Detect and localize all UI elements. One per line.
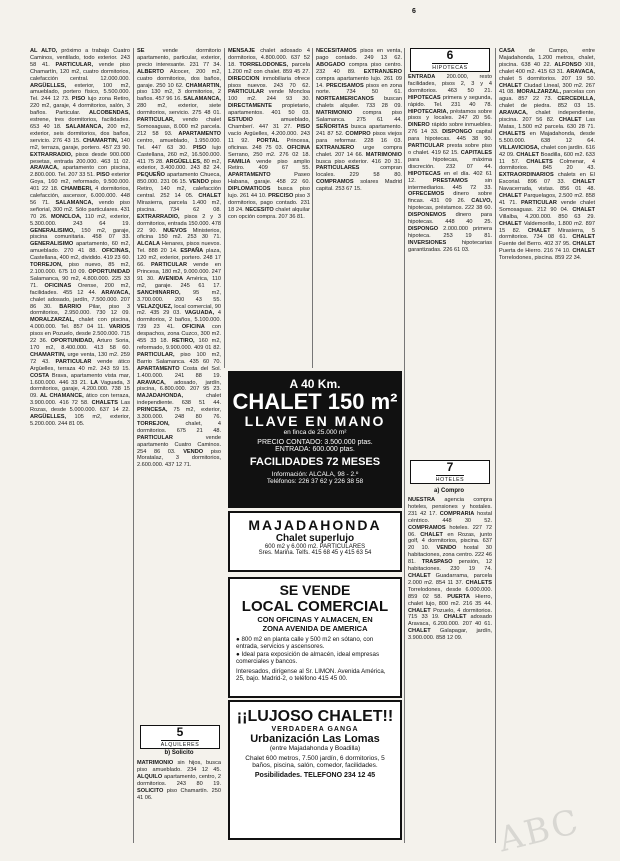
section-5-header (140, 725, 220, 749)
ad-text: Chalet 600 metros, 7.500 jardín, 6 dormitorios, 5 baños, piscina, salón, comedor, facilidades. (245, 755, 385, 769)
section-label: ALQUILERES (160, 742, 200, 748)
section-7-subheading-a: a) Compro (434, 488, 464, 494)
chalet-150-ad (228, 371, 402, 508)
ad-subheadline: LLAVE EN MANO (244, 413, 386, 429)
section-5-subheading: b) Solicito (164, 750, 194, 756)
ad-text: ZONA AVENIDA DE AMERICA (262, 624, 368, 633)
classified-column-3 (228, 48, 310, 366)
ad-subheadline: VERDADERA GANGA (271, 726, 359, 733)
classified-ad: CASA de Campo, entre Majadahonda, 1.200 metros, chalet, piscina. 638 40 22. ALFONSO XIII, chalet 400 m2. 415 63 31. ARAVACA, chalet 5 dormitorios. 207 19 50. CHALET Ciudad Lineal, 300 m2. 267 41 08. MORALZARZAL, parcelas con agua. 857 22 73. CERCEDILLA, chalet de piedra. 852 03 15. ARAVACA, chalet independiente, piscina. 207 56 82. CHALET Las Matas, 1.500 m2 parcela. 630 28 71. CHALETS en Majadahonda, desde 5.500.000. 638 12 64. VILLAVICIOSA, chalet con jardín. 616 42 09. CHALET Boadilla, 600 m2. 633 11 57. CHALETS Colmenar, 4 dormitorios. 845 20 43. EXTRAORDINARIOS chalets en El Escorial. 896 07 33. CHALET Navacerrada, vistas. 856 01 48. CHALET Parquelagos, 2.500 m2. 858 41 71. PARTICULAR vende chalet Somosaguas. 212 90 04. CHALET Villalba, 4.200.000. 850 63 29. CHALET Valdemorillo, 1.800 m2. 897 15 82. CHALET Mirasierra, 5 dormitorios. 734 08 61. CHALET Fuente del Berro. 402 37 95. CHALET Puerta de Hierro. 216 74 10. CHALET Torrelodones, piscina. 859 22 34. (499, 48, 595, 262)
ad-text: en finca de 25.000 m² (283, 429, 347, 436)
classified-ad: ENTRADA 200.000, resto facilidades, pisos 2, 3 y 4 dormitorios. 463 50 21. HIPOTECAS primera y segunda, rápido. Tel. 231 40 78. HIPOTECARIA, préstamos sobre pisos y locales. 247 20 56. DINERO rápido sobre inmuebles. 276 14 33. DISPONGO capital para hipotecas. 445 38 90. PARTICULAR presta sobre piso o chalet. 419 62 15. CAPITALES para hipotecas, máxima discreción. 232 07 44. HIPOTECAS en el día. 402 61 12. PRESTAMOS sin intermediarios. 445 72 33. OFRECEMOS dinero sobre fincas. 431 09 26. CALVO, hipotecas, préstamos. 222 38 60. DISPONEMOS dinero para hipotecas. 448 40 25. DISPONGO 2.000.000 primera hipoteca. 253 19 81. INVERSIONES hipotecarias garantizadas. 226 61 03. (408, 74, 492, 253)
ad-subheadline: LOCAL COMERCIAL (241, 598, 389, 615)
section-6-header (410, 48, 490, 72)
classified-column-2 (137, 48, 221, 708)
page-marker: 6 (412, 8, 416, 15)
ad-phones: Sres. Marina. Telfs. 415 68 45 y 415 63 54 (258, 550, 372, 556)
classified-ad: NECESITAMOS pisos en venta, pago contado. 249 13 62. ABOGADO compra piso centro. 232 40 89. EXTRANJERO compra apartamento lujo. 261 09 14. PRECISAMOS pisos en zona norte. 734 50 61. NORTEAMERICANOS buscan chalets alquiler. 733 28 09. MATRIMONIO compra piso Salamanca. 275 61 44. SEÑORITAS busca apartamento. 241 87 52. COMPRO pisos viejos para reformar. 228 16 03. EXTRANJERO urge compra chalet. 207 14 66. MATRIMONIO busca piso exterior. 416 20 31. PARTICULARES compran locales. 229 58 80. COMPRAMOS solares Madrid capital. 253 67 15. (316, 48, 402, 193)
ad-subheadline: Chalet superlujo (275, 533, 355, 544)
classified-ad: SE vende dormitorio apartamento, particular, exterior, precio interesante. 231 77 34. ALBERTO Alcocer, 200 m2, cuatro dormitorios, dos baños, garaje. 250 10 62. CHAMARTIN, piso 130 m2, 3 dormitorios, 2 baños. 457 96 16. SALAMANCA, 280 m2, exterior, siete dormitorios, servicio. 275 48 01. PARTICULAR, vendo chalet Somosaguas, 8.000 m2 parcela. 212 58 93. APARTAMENTO centro, amueblado, 1.950.000. Tel. 447 63 30. PISO lujo Castellana, 260 m2, 16.500.000. 411 75 28. ARGÜELLES, 80 m2, exterior, 3.400.000. 243 82 24. PEQUEÑO apartamento Chueca, 850.000. 231 06 15. VENDO piso Retiro, 140 m2, calefacción central. 252 14 05. CHALET Mirasierra, parcela 1.400 m2, piscina. 734 62 08. EXTRARRADIO, pisos 2 y 3 dormitorios, entrada 150.000. 478 22 90. NUEVOS Ministerios, oficina 150 m2. 253 30 71. ALCALA Henares, pisos nuevos. Tel. 888 20 14. ESPAÑA plaza, 120 m2, exterior, portero. 248 17 66. PARTICULAR vende en Princesa, 180 m2, 9.000.000. 247 91 30. AVENIDA América, 110 m2, garaje. 245 61 17. SANCHINARRO, 95 m2, 3.700.000. 200 43 55. VELAZQUEZ, local comercial, 90 m2. 435 29 03. VAGUADA, 4 dormitorios, 2 baños, 5.100.000. 739 23 41. OFICINA con despachos, zona Cuzco, 300 m2. 455 33 18. RETIRO, 160 m2, reformado, 9.900.000. 409 01 82. PARTICULAR, piso 100 m2, Barrio Salamanca. 435 60 70. APARTAMENTO Costa del Sol. 1.400.000. 241 88 19. ARAVACA, adosado, jardín, piscina, 6.800.000. 207 95 23. MAJADAHONDA, chalet independiente. 638 51 44. PRINCESA, 75 m2, exterior, 3.300.000. 248 80 76. TORREJON, chalet, 4 dormitorios. 675 21 48. PARTICULAR vende apartamento Cuatro Caminos. 254 86 03. VENDO piso Moratalaz, 3 dormitorios, 2.600.000. 437 12 71. (137, 48, 221, 469)
lujoso-chalet-ad (228, 700, 402, 840)
classified-ad: AL ALTO, próximo a trabajo Cuatro Caminos, ventilado, todo exterior. 243 58 41. PARTICULAR, vende piso Chamartín, 120 m2, cuatro dormitorios, calefacción central. 12.000.000. ARGÜELLES, exterior, 100 m2, amueblado, portero físico, 5.500.000. Tel. 244 12 73. PISO lujo zona Retiro, 220 m2, garaje, 4 dormitorios, salón, 3 baños. Particular. ALCOBENDAS, estrene, tres dormitorios, facilidades. 653 40 18. SALAMANCA, 200 m2, exterior, seis dormitorios, dos baños, servicio. 276 43 15. CHAMARTIN, 140 m2, terraza, garaje, portero. 457 23 90. EXTRARRADIO, pisos desde 900.000 pesetas, entrada 200.000. 463 11 02. ARAVACA, apartamento con piscina, 2.800.000. Tel. 207 33 51. PISO exterior Goya, 160 m2, reformado, 9.500.000. 401 22 18. CHAMBERI, 4 dormitorios, calefacción, ascensor, 6.000.000. 448 56 71. SALAMANCA, vendo piso señorial, 300 m2. Sólo particulares. 431 70 26. MONCLOA, 110 m2, exterior, 5.300.000. 243 64 19. GENERALISIMO, 150 m2, garaje, piscina comunitaria. 458 07 33. GENERALISIMO apartamento, 60 m2, amueblado. 270 41 88. OFICINAS, Castellana, 400 m2, dividido. 419 23 60. TORREJON, piso nuevo, 85 m2, 2.100.000. 675 10 09. OPORTUNIDAD Salamanca, 90 m2, 4.800.000. 225 33 71. OFICINAS Orense, 200 m2, facilidades. 455 12 44. ARAVACA, chalet adosado, jardín, 7.500.000. 207 86 30. BARRIO Pilar, piso 3 dormitorios, 2.950.000. 730 12 09. MORALZARZAL, chalet con piscina, 4.000.000. Tel. 857 04 11. VARIOS pisos en Pozuelo, desde 2.500.000. 715 22 36. OPORTUNIDAD, Arturo Soria, 170 m2, 8.400.000. 413 58 60. CHAMARTIN, urge venta, 130 m2. 259 72 43. PARTICULAR vende ático Argüelles, terraza 40 m2. 243 59 15. COSTA Brava, apartamento vista mar, 1.600.000. 446 33 21. LA Vaguada, 3 dormitorios, garaje, 4.200.000. 738 15 09. AL CHAMANCE, ático con terraza, 3.900.000. 416 72 58. CHALETS Las Rozas, desde 5.000.000. 637 14 22. ARGÜELLES, 105 m2, exterior, 5.200.000. 244 81 05. (30, 48, 130, 427)
column-rule (224, 48, 225, 368)
column-rule (404, 48, 405, 843)
ad-bullet: ● 800 m2 en planta calle y 500 m2 en sótano, con entrada, servicios y ascensores. (236, 636, 374, 650)
ad-headline: CHALET 150 m² (232, 389, 398, 414)
majadahonda-ad (228, 511, 402, 572)
classified-column-2b (137, 760, 221, 840)
ad-bullet-text: Ideal para exposición de almacén, ideal empresas comerciales y bancos. (236, 651, 380, 665)
classified-ad: MENSAJE chalet adosado 4 dormitorios, 4.800.000. 637 52 18. TORRELODONES, parcela 1.200 m2 con chalet. 859 45 27. DIRECCION inmobiliaria ofrece pisos nuevos. 243 70 62. PARTICULAR vende Moncloa 100 m2. 244 93 30. DIRECTAMENTE propietario, apartamentos. 401 50 03. ESTUDIO amueblado, Chamberí. 447 31 27. PISO vacío Argüelles, 4.200.000. 243 11 92. PORTAL Princesa, oficinas. 248 75 03. OFICINA Serrano, 250 m2. 276 02 18. FAMILIA vende piso amplio Retiro. 409 67 55. APARTAMENTO Paseo Habana, garaje. 458 22 60. DIPLOMATICOS busca piso lujo. 261 44 10. PRECISO piso 3 dormitorios, pago contado. 231 18 24. NECESITO chalet alquilar con opción compra. 207 36 81. (228, 48, 310, 220)
ad-distance: A 40 Km. (289, 377, 341, 391)
abc-watermark: ABC (494, 801, 584, 861)
section-label: HIPOTECAS (432, 65, 468, 71)
ad-phones: Teléfonos: 226 37 62 y 226 38 58 (266, 478, 364, 485)
ad-headline: ¡¡LUJOSO CHALET!! (236, 708, 394, 725)
column-rule (495, 48, 496, 843)
ad-financing: FACILIDADES 72 MESES (249, 456, 381, 468)
section-number: 7 (446, 460, 454, 474)
section-7-header (410, 460, 490, 484)
column-rule (133, 48, 134, 843)
ad-bullet: ● Ideal para exposición de almacén, ideal empresas comerciales y bancos. (236, 651, 380, 665)
ad-phones: Posibilidades. TELEFONO 234 12 45 (254, 772, 376, 779)
section-label: HOTELES (435, 477, 465, 483)
classified-column-1 (30, 48, 130, 848)
ad-bullet-text: 800 m2 en planta calle y 500 m2 en sótano, con entrada, servicios y ascensores. (236, 636, 374, 650)
ad-info: Información: ALCALA, 98 - 2.º (271, 471, 359, 478)
section-number: 5 (176, 725, 184, 739)
ad-text: (entre Majadahonda y Boadilla) (269, 745, 361, 752)
classified-column-5 (408, 74, 492, 454)
ad-price: PRECIO CONTADO: 3.500.000 ptas. (257, 439, 373, 446)
ad-deposit: ENTRADA: 600.000 ptas. (275, 446, 355, 453)
ad-headline: MAJADAHONDA (248, 517, 382, 533)
local-comercial-ad (228, 577, 402, 698)
section-number: 6 (446, 48, 454, 62)
classified-column-6 (499, 48, 595, 848)
classified-column-5b (408, 497, 492, 837)
ad-contact: Interesados, dirígense al Sr. LIMON. Avenida América, 25, bajo. Madrid-2, o teléfono 415 45 00. (236, 668, 386, 682)
ad-text: CON OFICINAS Y ALMACEN, EN (257, 615, 373, 624)
column-rule (312, 48, 313, 368)
classified-ad: NUESTRA agencia compra hoteles, pensiones y hostales. 231 42 17. COMPRARIA hostal céntrico. 448 30 52. COMPRAMOS hoteles. 227 72 06. CHALET en Rozas, junto golf, 4 dormitorios, piscina. 637 20 10. VENDO hostal 30 habitaciones, zona centro. 222 46 81. TRASPASO pensión, 12 habitaciones. 230 19 74. CHALET Guadarrama, parcela 2.000 m2. 854 11 37. CHALETS Torrelodones, desde 6.000.000. 859 02 58. PUERTA Hierro, chalet lujo, 800 m2. 216 35 44. CHALET Pozuelo, 4 dormitorios. 715 33 19. CHALET adosado Aravaca, 6.200.000. 207 40 61. CHALET Galapagar, jardín, 3.900.000. 858 12 09. (408, 497, 492, 642)
ad-text: 600 m2 y 6.000 m2. PARTICULARES (264, 544, 366, 550)
ad-location: Urbanización Las Lomas (250, 733, 380, 745)
classified-ad: MATRIMONIO sin hijos, busca piso amueblado. 234 12 45. ALQUILO apartamento, centro, 2 dormitorios. 243 80 19. SOLICITO piso Chamartín. 250 41 06. (137, 760, 221, 801)
ad-headline: SE VENDE (279, 582, 351, 598)
classified-column-4 (316, 48, 402, 366)
